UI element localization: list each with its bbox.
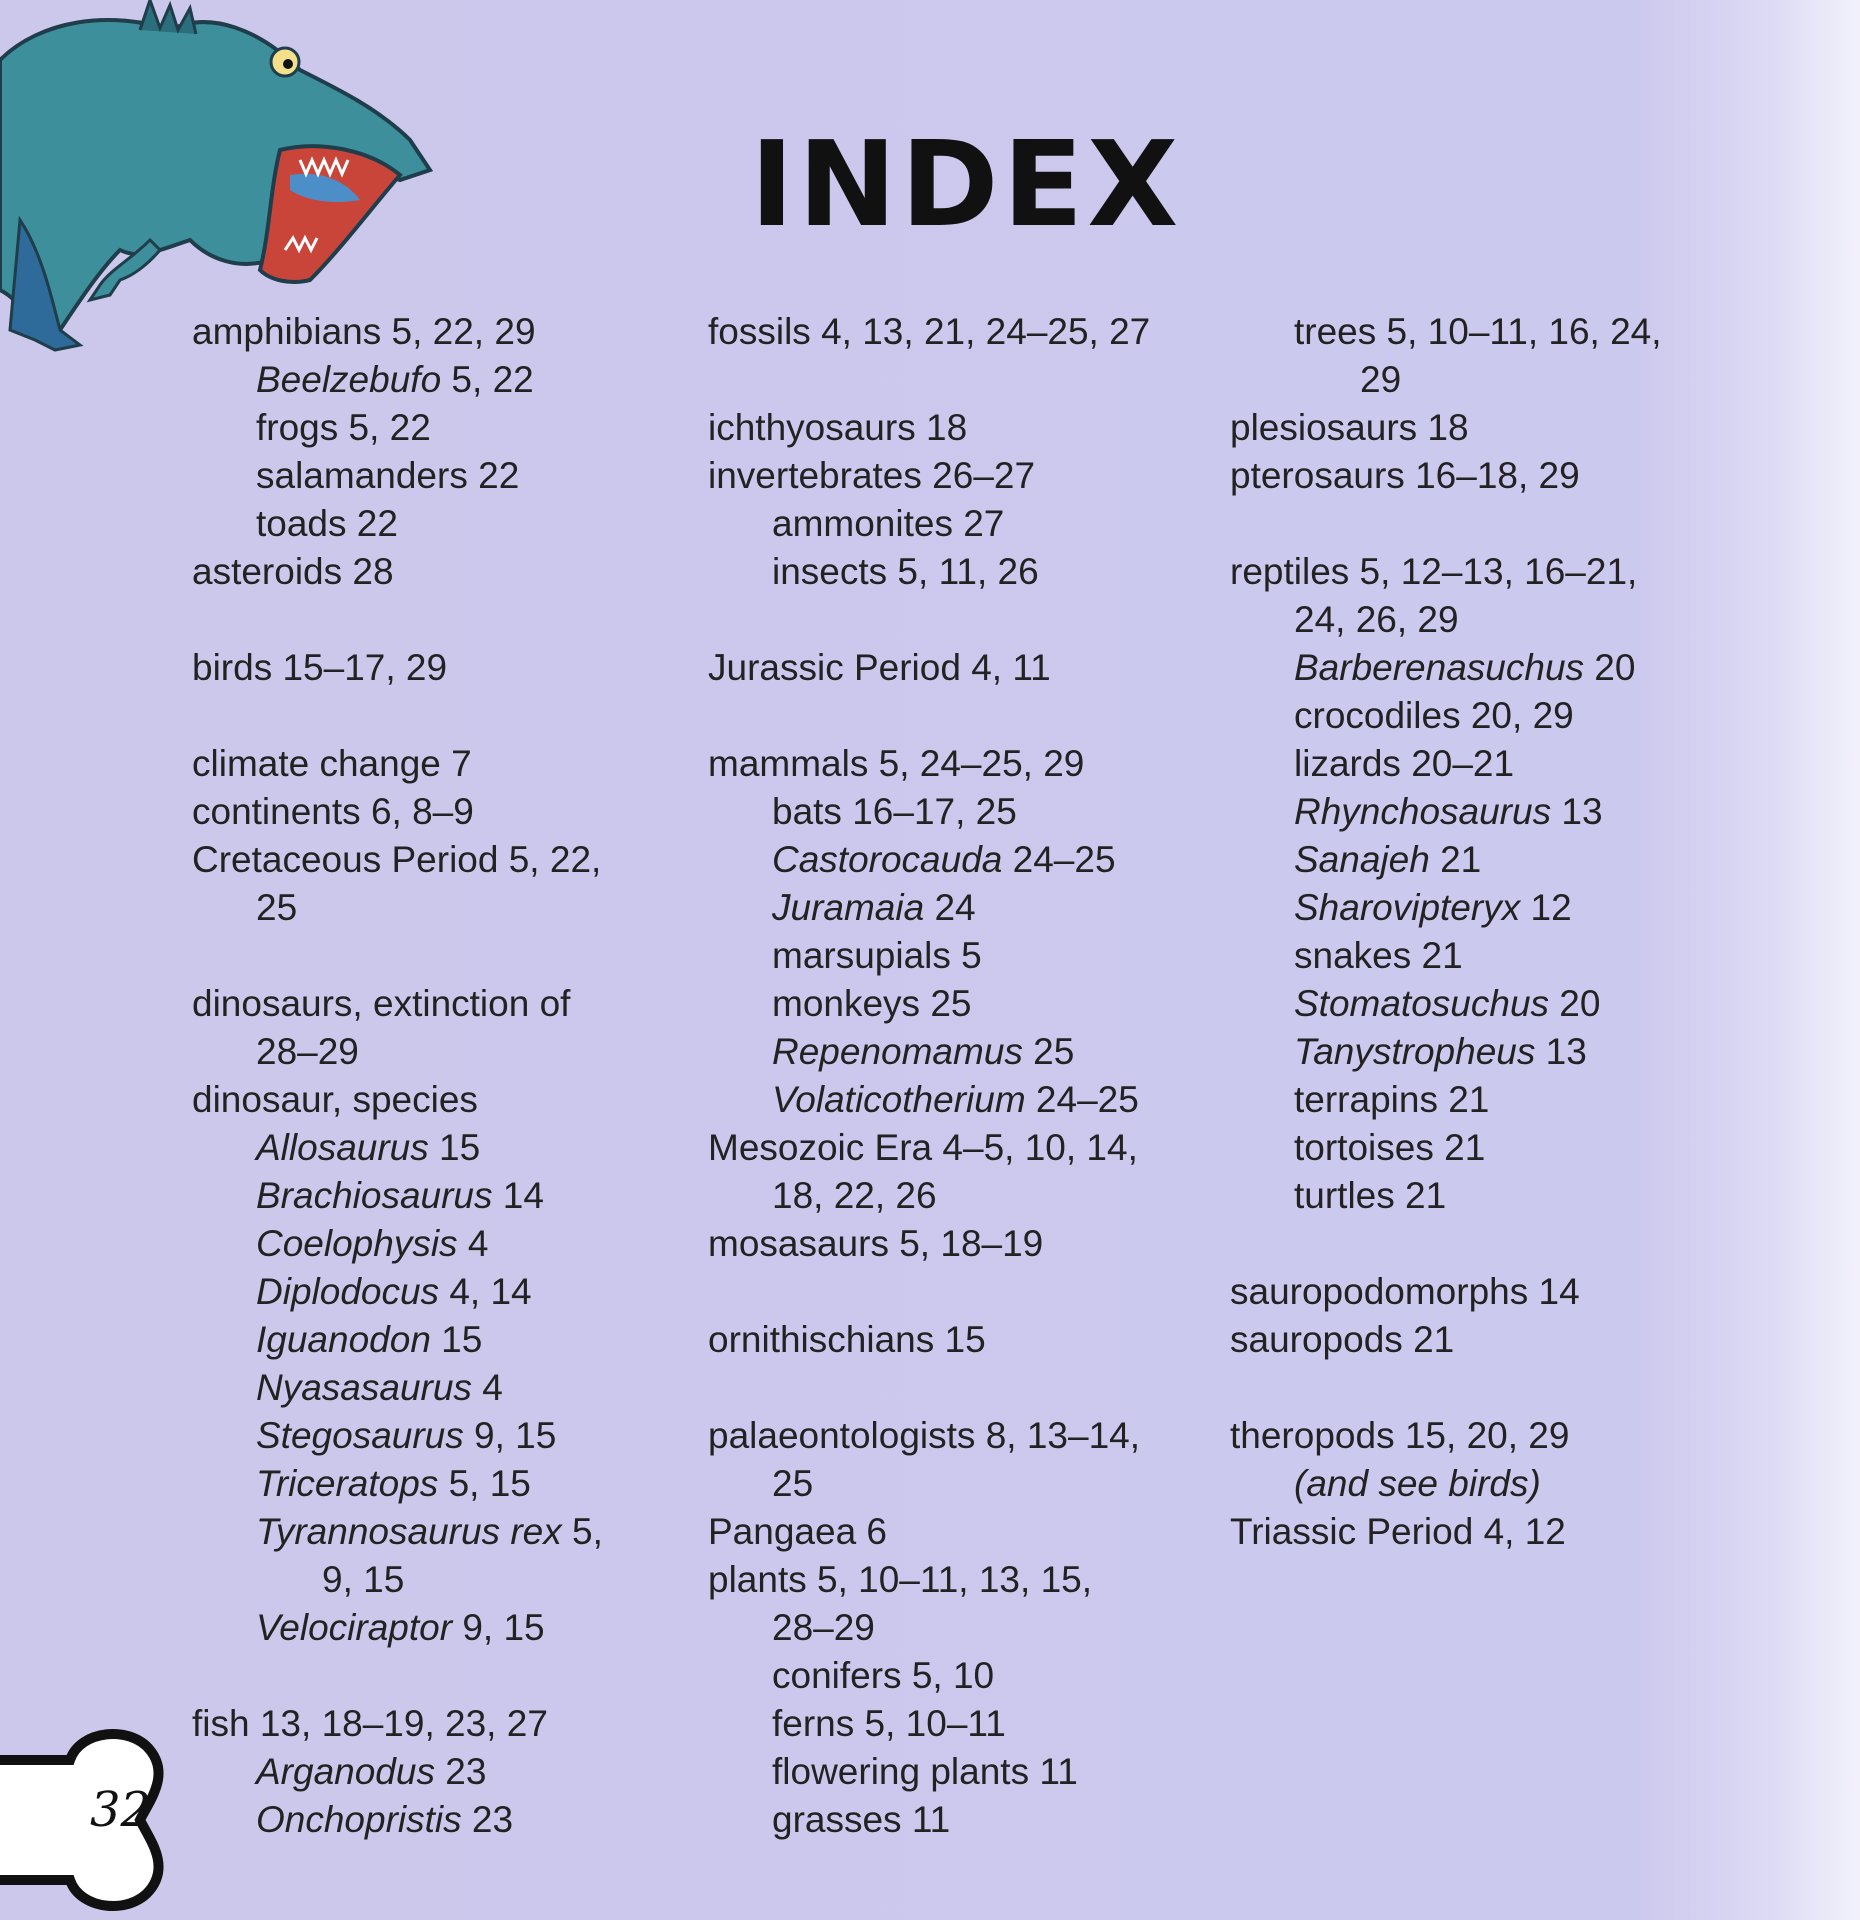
index-term: Stegosaurus <box>256 1415 464 1456</box>
index-spacer <box>1230 1364 1750 1412</box>
index-entry <box>708 1508 1228 1556</box>
index-term: mammals <box>708 743 869 784</box>
index-spacer <box>1230 1220 1750 1268</box>
index-entry <box>708 836 1228 884</box>
index-term: Tyrannosaurus rex <box>256 1511 562 1552</box>
index-term: terrapins <box>1294 1079 1438 1120</box>
index-pages: 21 <box>1411 935 1463 976</box>
index-entry <box>708 740 1228 788</box>
index-entry <box>192 500 712 548</box>
index-spacer <box>192 1652 712 1700</box>
index-entry <box>1230 1028 1750 1076</box>
index-pages: 4–5, 10, 14, <box>932 1127 1138 1168</box>
index-entry <box>708 980 1228 1028</box>
index-entry <box>708 500 1228 548</box>
index-pages: 25 <box>772 1463 814 1504</box>
index-pages: 20 <box>1584 647 1636 688</box>
index-spacer <box>708 692 1228 740</box>
index-term: Juramaia <box>772 887 925 928</box>
index-term: Barberenasuchus <box>1294 647 1585 688</box>
index-pages: 5, 11, 26 <box>887 551 1039 592</box>
index-pages: 5, <box>561 1511 603 1552</box>
index-term: Brachiosaurus <box>256 1175 493 1216</box>
index-term: conifers <box>772 1655 902 1696</box>
index-entry <box>192 356 712 404</box>
index-pages: 5, 22, <box>498 839 602 880</box>
index-term: Allosaurus <box>256 1127 429 1168</box>
index-term: Sanajeh <box>1294 839 1430 880</box>
index-pages: 18 <box>1417 407 1469 448</box>
index-entry <box>708 1604 1228 1652</box>
index-term: theropods <box>1230 1415 1395 1456</box>
index-pages: 15–17, 29 <box>272 647 448 688</box>
index-entry <box>1230 836 1750 884</box>
index-entry <box>708 1700 1228 1748</box>
index-pages: 24 <box>924 887 976 928</box>
index-entry <box>192 452 712 500</box>
index-spacer <box>708 1364 1228 1412</box>
index-pages: 5, 12–13, 16–21, <box>1349 551 1638 592</box>
index-pages: 25 <box>1022 1031 1075 1072</box>
index-entry <box>1230 1124 1750 1172</box>
index-entry <box>192 1556 712 1604</box>
index-spacer <box>192 596 712 644</box>
index-term: snakes <box>1294 935 1412 976</box>
index-pages: 13 <box>1535 1031 1587 1072</box>
index-term: dinosaur, species <box>192 1079 478 1120</box>
index-pages: 24, 26, 29 <box>1294 599 1459 640</box>
index-term: marsupials <box>772 935 951 976</box>
index-term: pterosaurs <box>1230 455 1405 496</box>
index-pages: 22 <box>467 455 520 496</box>
index-entry <box>192 1748 712 1796</box>
index-term: Sharovipteryx <box>1294 887 1521 928</box>
index-pages: 4 <box>471 1367 503 1408</box>
index-entry <box>1230 788 1750 836</box>
index-spacer <box>708 356 1228 404</box>
index-pages: 18 <box>915 407 968 448</box>
index-term: turtles <box>1294 1175 1395 1216</box>
index-term: sauropodomorphs <box>1230 1271 1529 1312</box>
index-entry <box>1230 1412 1750 1460</box>
index-pages: 23 <box>461 1799 514 1840</box>
index-entry <box>1230 932 1750 980</box>
index-pages: 6, 8–9 <box>360 791 474 832</box>
index-pages: 21 <box>1394 1175 1447 1216</box>
index-entry <box>708 644 1228 692</box>
index-term: Coelophysis <box>256 1223 458 1264</box>
index-pages: 27 <box>952 503 1005 544</box>
index-term: Nyasasaurus <box>256 1367 472 1408</box>
index-entry <box>192 1172 712 1220</box>
index-entry <box>192 1412 712 1460</box>
index-entry <box>708 1172 1228 1220</box>
index-term: Jurassic Period <box>708 647 961 688</box>
index-entry <box>708 788 1228 836</box>
index-pages: 25 <box>256 887 298 928</box>
index-entry <box>708 884 1228 932</box>
index-pages: 28 <box>342 551 394 592</box>
index-entry <box>708 308 1228 356</box>
index-term: climate change <box>192 743 441 784</box>
index-entry <box>192 1316 712 1364</box>
index-term: fish <box>192 1703 250 1744</box>
index-entry <box>1230 548 1750 596</box>
index-column-2 <box>708 308 1228 1844</box>
index-term: trees <box>1294 311 1377 352</box>
index-pages: 5, 24–25, 29 <box>868 743 1085 784</box>
index-pages: 23 <box>434 1751 487 1792</box>
index-pages: 4, 14 <box>439 1271 532 1312</box>
index-term: mosasaurs <box>708 1223 889 1264</box>
index-term: plants <box>708 1559 807 1600</box>
index-entry <box>192 788 712 836</box>
index-entry <box>708 1028 1228 1076</box>
index-pages: 18, 22, 26 <box>772 1175 937 1216</box>
index-entry <box>708 1460 1228 1508</box>
index-entry <box>192 548 712 596</box>
index-term: Pangaea <box>708 1511 857 1552</box>
index-entry <box>1230 1460 1750 1508</box>
index-term: palaeontologists <box>708 1415 976 1456</box>
index-entry <box>708 1796 1228 1844</box>
index-entry <box>708 932 1228 980</box>
index-entry <box>192 1364 712 1412</box>
index-entry <box>708 1076 1228 1124</box>
index-entry <box>192 1076 712 1124</box>
index-pages: 21 <box>1429 839 1482 880</box>
index-pages: 9, 15 <box>322 1559 405 1600</box>
index-entry <box>192 1124 712 1172</box>
index-entry <box>192 1460 712 1508</box>
index-entry <box>708 1220 1228 1268</box>
index-entry <box>1230 980 1750 1028</box>
index-entry <box>192 1700 712 1748</box>
index-term: (and see birds) <box>1294 1463 1541 1504</box>
index-pages: 20–21 <box>1400 743 1515 784</box>
index-pages: 4, 11 <box>960 647 1051 688</box>
index-term: insects <box>772 551 888 592</box>
index-pages: 9, 15 <box>463 1415 557 1456</box>
page-title: INDEX <box>750 115 1183 253</box>
index-term: fossils <box>708 311 811 352</box>
index-entry <box>192 980 712 1028</box>
index-spacer <box>192 932 712 980</box>
index-pages: 7 <box>440 743 472 784</box>
index-term: salamanders <box>256 455 468 496</box>
index-term: plesiosaurs <box>1230 407 1418 448</box>
index-term: Beelzebufo <box>256 359 442 400</box>
index-entry <box>192 308 712 356</box>
index-pages: 20, 29 <box>1460 695 1574 736</box>
index-term: Volaticotherium <box>772 1079 1026 1120</box>
index-column-1 <box>192 308 712 1844</box>
index-pages: 4, 13, 21, 24–25, 27 <box>810 311 1151 352</box>
index-entry <box>1230 308 1750 356</box>
index-pages: 16–18, 29 <box>1404 455 1580 496</box>
index-entry <box>708 1124 1228 1172</box>
index-term: dinosaurs, extinction of <box>192 983 571 1024</box>
index-term: bats <box>772 791 842 832</box>
index-term: tortoises <box>1294 1127 1434 1168</box>
index-spacer <box>708 1268 1228 1316</box>
index-pages: 22 <box>346 503 398 544</box>
index-term: monkeys <box>772 983 921 1024</box>
index-term: crocodiles <box>1294 695 1461 736</box>
index-term: frogs <box>256 407 339 448</box>
index-pages: 6 <box>856 1511 888 1552</box>
index-entry <box>1230 1316 1750 1364</box>
index-term: Tanystropheus <box>1294 1031 1536 1072</box>
index-term: Rhynchosaurus <box>1294 791 1552 832</box>
index-pages: 4, 12 <box>1473 1511 1566 1552</box>
index-pages: 5, 10 <box>901 1655 995 1696</box>
index-pages: 25 <box>920 983 972 1024</box>
index-term: ferns <box>772 1703 855 1744</box>
index-pages: 16–17, 25 <box>841 791 1017 832</box>
index-pages: 5, 18–19 <box>888 1223 1044 1264</box>
index-term: Castorocauda <box>772 839 1003 880</box>
index-pages: 21 <box>1433 1127 1486 1168</box>
index-pages: 20 <box>1549 983 1601 1024</box>
index-pages: 21 <box>1402 1319 1455 1360</box>
index-term: ornithischians <box>708 1319 935 1360</box>
index-term: Triassic Period <box>1230 1511 1474 1552</box>
index-pages: 5, 10–11, 13, 15, <box>806 1559 1093 1600</box>
index-term: asteroids <box>192 551 343 592</box>
index-pages: 11 <box>901 1799 951 1840</box>
index-pages: 5, 22 <box>441 359 534 400</box>
index-entry <box>192 1604 712 1652</box>
index-entry <box>192 1796 712 1844</box>
index-entry <box>1230 740 1750 788</box>
index-pages: 5, 15 <box>438 1463 531 1504</box>
index-term: birds <box>192 647 273 688</box>
index-pages: 28–29 <box>256 1031 359 1072</box>
index-pages: 15, 20, 29 <box>1394 1415 1570 1456</box>
index-term: reptiles <box>1230 551 1350 592</box>
index-term: invertebrates <box>708 455 922 496</box>
index-spacer <box>1230 500 1750 548</box>
index-term: Triceratops <box>256 1463 439 1504</box>
index-pages: 13, 18–19, 23, 27 <box>249 1703 548 1744</box>
index-pages: 15 <box>934 1319 986 1360</box>
index-entry <box>192 1028 712 1076</box>
index-entry <box>192 836 712 884</box>
index-entry <box>192 644 712 692</box>
index-entry <box>1230 884 1750 932</box>
page-number: 32 <box>90 1782 152 1838</box>
index-pages: 13 <box>1551 791 1603 832</box>
index-term: toads <box>256 503 347 544</box>
index-pages: 26–27 <box>921 455 1036 496</box>
index-entry <box>708 1412 1228 1460</box>
index-column-3 <box>1230 308 1750 1556</box>
index-pages: 15 <box>428 1127 481 1168</box>
index-entry <box>708 1652 1228 1700</box>
index-term: grasses <box>772 1799 902 1840</box>
index-spacer <box>708 596 1228 644</box>
index-term: ammonites <box>772 503 953 544</box>
index-term: Cretaceous Period <box>192 839 499 880</box>
index-pages: 9, 15 <box>452 1607 545 1648</box>
index-pages: 14 <box>1528 1271 1580 1312</box>
index-pages: 21 <box>1437 1079 1490 1120</box>
index-pages: 5 <box>950 935 982 976</box>
index-pages: 24–25 <box>1002 839 1116 880</box>
index-entry <box>192 740 712 788</box>
index-term: Arganodus <box>256 1751 435 1792</box>
index-entry <box>1230 452 1750 500</box>
index-term: Diplodocus <box>256 1271 440 1312</box>
index-pages: 5, 10–11 <box>854 1703 1006 1744</box>
index-pages: 15 <box>430 1319 483 1360</box>
index-term: amphibians <box>192 311 382 352</box>
index-entry <box>192 404 712 452</box>
index-term: Onchopristis <box>256 1799 462 1840</box>
index-entry <box>1230 1172 1750 1220</box>
index-term: flowering plants <box>772 1751 1030 1792</box>
index-pages: 11 <box>1029 1751 1078 1792</box>
index-pages: 5, 10–11, 16, 24, <box>1376 311 1662 352</box>
index-entry <box>1230 404 1750 452</box>
index-spacer <box>192 692 712 740</box>
index-pages: 29 <box>1360 359 1402 400</box>
index-entry <box>708 548 1228 596</box>
index-entry <box>192 1268 712 1316</box>
index-entry <box>1230 1268 1750 1316</box>
index-pages: 8, 13–14, <box>975 1415 1141 1456</box>
index-term: Repenomamus <box>772 1031 1023 1072</box>
index-entry <box>1230 1076 1750 1124</box>
index-pages: 12 <box>1520 887 1572 928</box>
index-entry <box>1230 692 1750 740</box>
index-entry <box>192 1220 712 1268</box>
index-term: ichthyosaurs <box>708 407 916 448</box>
index-entry <box>1230 1508 1750 1556</box>
index-term: sauropods <box>1230 1319 1403 1360</box>
index-pages: 4 <box>457 1223 489 1264</box>
index-pages: 24–25 <box>1025 1079 1139 1120</box>
index-entry <box>708 1556 1228 1604</box>
index-entry <box>708 1748 1228 1796</box>
index-entry <box>192 884 712 932</box>
index-entry <box>708 404 1228 452</box>
index-entry <box>1230 356 1750 404</box>
index-term: continents <box>192 791 361 832</box>
index-term: lizards <box>1294 743 1401 784</box>
index-pages: 28–29 <box>772 1607 875 1648</box>
index-term: Iguanodon <box>256 1319 431 1360</box>
index-pages: 14 <box>492 1175 544 1216</box>
index-entry <box>1230 596 1750 644</box>
index-pages: 5, 22, 29 <box>381 311 536 352</box>
index-entry <box>1230 644 1750 692</box>
index-entry <box>708 1316 1228 1364</box>
index-term: Velociraptor <box>256 1607 453 1648</box>
index-term: Mesozoic Era <box>708 1127 933 1168</box>
index-term: Stomatosuchus <box>1294 983 1550 1024</box>
index-pages: 5, 22 <box>338 407 431 448</box>
index-entry <box>708 452 1228 500</box>
index-entry <box>192 1508 712 1556</box>
